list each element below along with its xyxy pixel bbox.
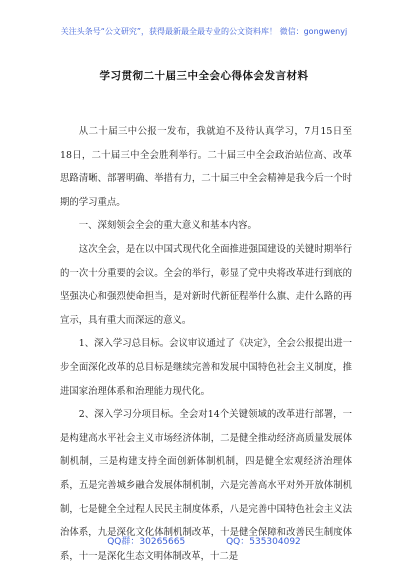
qq-number: QQ：535304092 <box>226 537 301 547</box>
header-banner: 关注头条号“公文研究”，获得最新最全最专业的公文资料库！ 微信：gongwenyj <box>60 27 348 36</box>
paragraph-intro: 从二十届三中公报一发布，我就迫不及待认真学习，7月15日至18日，二十届三中全会胜利举行。二十届三中全会政治站位高、改革思路清晰、部署明确、举措有力，二十届三中全会精神是我今后一个时期的学习重点。 <box>60 126 352 208</box>
qq-group-number: QQ群：30265665 <box>107 537 186 547</box>
document-title: 学习贯彻二十届三中全会心得体会发言材料 <box>99 70 309 82</box>
footer-contact <box>0 534 408 547</box>
paragraph-overall-goal: 1、深入学习总目标。会议审议通过了《决定》，全会公报提出进一步全面深化改革的总目标是继续完善和发展中国特色社会主义制度，推进国家治理体系和治理能力现代化。 <box>60 338 352 397</box>
paragraph-significance: 这次全会，是在以中国式现代化全面推进强国建设的关键时期举行的一次十分重要的会议。全会的举行，彰显了党中央将改革进行到底的坚强决心和强烈使命担当，是对新时代新征程举什么旗、走什么路的再宣示，具有重大而深远的意义。 <box>60 243 352 326</box>
document-body <box>60 120 352 568</box>
section-heading: 一、深刻领会全会的重大意义和基本内容。 <box>78 220 257 232</box>
paragraph-sub-goals: 2、深入学习分项目标。全会对14个关键领域的改革进行部署，一是构建高水平社会主义市场经济体制，二是健全推动经济高质量发展体制机制，三是构建支持全面创新体制机制，四是健全宏观经济治理体系，五是完善城乡融合发展体制机制，六是完善高水平对外开放体制机制，七是健全全过程人民民主制度体系，八是完善中国特色社会主义法治体系，九是深化文化体制机制改革，十是健全保障和改善民生制度体系，十一是深化生态文明体制改革，十二是 <box>60 409 352 562</box>
